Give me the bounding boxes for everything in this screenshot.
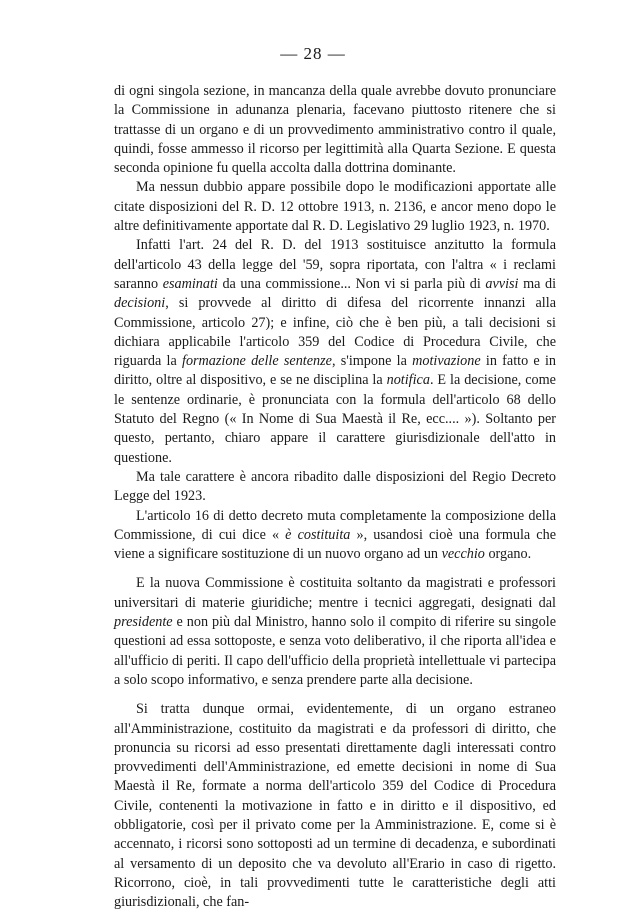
paragraph: [114, 507, 556, 565]
text-run: , s'impone la: [331, 353, 413, 370]
text-run: », usandosi cioè una formula che viene a significare sostituzione di un nuovo organo ad un: [114, 526, 556, 563]
text-run: . E la decisione, come le sentenze ordinarie, è pronunciata con la formula dell'articolo 68 dello Statuto del Regno (« In Nome di Sua Maestà il Re, ecc.... »). Soltanto per questo, pertanto, chiaro appare il carattere giurisdizionale dell'atto in questione.: [114, 372, 556, 466]
text-run: L'articolo 16 di detto decreto muta completamente la composizione della Commissione, di cui dice «: [114, 507, 556, 543]
text-run: da una commissione... Non vi si parla più di: [217, 275, 486, 292]
paragraph: [114, 468, 556, 507]
italic-text: notifica: [386, 372, 430, 389]
text-run: di ogni singola sezione, in mancanza della quale avrebbe dovuto pronunciare la Commissione in adunanza plenaria, facevano piuttosto ritenere che si trattasse di un organo e di un provvedimento amministrativo contro il quale, quindi, fosse ammesso il ricorso per legittimità alla Quarta Sezione. E questa seconda opinione fu quella accolta dalla dottrina dominante.: [114, 83, 556, 177]
italic-text: decisioni: [114, 295, 166, 312]
text-run: Ma tale carattere è ancora ribadito dalle disposizioni del Regio Decreto Legge del 1923.: [114, 468, 556, 505]
text-run: in fatto e in diritto, oltre al dispositivo, e se ne disciplina la: [114, 353, 556, 389]
italic-text: avvisi: [485, 275, 519, 292]
text-run: ma di: [518, 275, 557, 292]
italic-text: presidente: [114, 614, 173, 631]
text-run: Ma nessun dubbio appare possibile dopo le modificazioni apportate alle citate disposizioni del R. D. 12 ottobre 1913, n. 2136, e ancor meno dopo le altre definitivamente apportate dal R. D. Legislativo 29 luglio 1923, n. 1970.: [114, 179, 556, 235]
italic-text: è costituita: [285, 526, 351, 543]
page-number: — 28 —: [280, 44, 346, 63]
paragraph: [114, 178, 556, 236]
body-text: [114, 82, 556, 912]
italic-text: formazione delle sentenze: [182, 353, 332, 370]
italic-text: esaminati: [162, 275, 218, 292]
text-run: organo.: [484, 546, 532, 563]
italic-text: vecchio: [441, 546, 485, 563]
paragraph: [114, 236, 556, 468]
text-run: , si provvede al diritto di difesa del ricorrente innanzi alla Commissione, articolo 27); e infine, ciò che è ben più, a tali decisioni si dichiara applicabile l'articolo 359 del Codice di Procedura Civile, che riguarda la: [114, 295, 556, 370]
paragraph: [114, 82, 556, 178]
paragraph: [114, 574, 556, 690]
text-run: E la nuova Commissione è costituita soltanto da magistrati e professori universitari di materie giuridiche; mentre i tecnici aggregati, designati dal: [114, 575, 556, 611]
text-run: Si tratta dunque ormai, evidentemente, di un organo estraneo all'Amministrazione, costituito da magistrati e da professori di diritto, che pronuncia su ricorsi ad esso presentati direttamente dagli interessati contro provvedimenti dell'Amministrazione, ed emette decisioni in nome di Sua Maestà il Re, formate a norma dell'articolo 359 del Codice di Procedura Civile, contenenti la motivazione in fatto e in diritto e il dispositivo, ed obbligatorie, così per il privato come per la Amministrazione. E, come si è accennato, i ricorsi sono sottoposti ad un termine di decadenza, e subordinati al versamento di un deposito che va devoluto all'Erario in caso di rigetto. Ricorrono, cioè, in tali provvedimenti tutte le caratteristiche degli atti giurisdizionali, che fan-: [114, 701, 556, 911]
text-run: Infatti l'art. 24 del R. D. del 1913 sostituisce anzitutto la formula dell'articolo 43 della legge del '59, sopra riportata, con l'altra « i reclami saranno: [114, 237, 556, 292]
paragraph: [114, 700, 556, 912]
text-run: e non più dal Ministro, hanno solo il compito di riferire su singole questioni ad essa sottoposte, e senza voto deliberativo, il che riporta all'idea e all'ufficio di periti. Il capo dell'ufficio della proprietà intellettuale vi partecipa a solo scopo informativo, e senza prendere parte alla decisione.: [114, 614, 556, 688]
italic-text: motivazione: [412, 353, 481, 370]
